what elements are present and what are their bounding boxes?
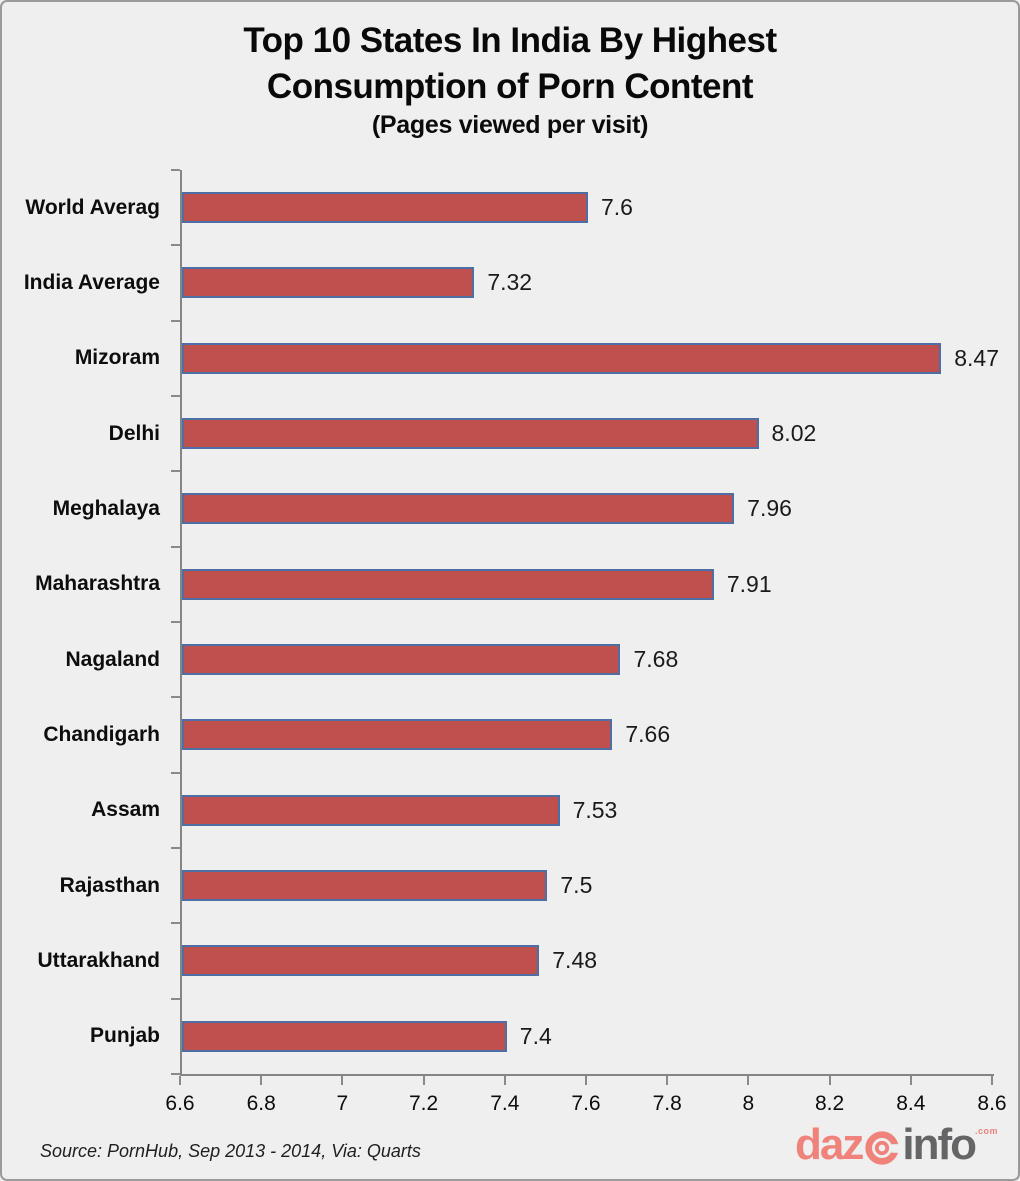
x-axis-tick: [829, 1076, 831, 1085]
bar: [182, 795, 560, 826]
x-axis-tick-label: 6.8: [246, 1092, 276, 1115]
bar-row: [182, 848, 994, 923]
x-axis-tick: [910, 1076, 912, 1085]
bar: [182, 870, 547, 901]
y-axis-tick: [171, 922, 180, 924]
bar-row: [182, 923, 994, 998]
value-label: 7.5: [560, 872, 593, 899]
bar: [182, 644, 620, 675]
bar-row: [182, 999, 994, 1074]
bar: [182, 1021, 507, 1052]
x-axis-tick: [260, 1076, 262, 1085]
value-label: 7.53: [572, 796, 618, 823]
bar-row: [182, 773, 994, 848]
y-axis-tick: [171, 847, 180, 849]
x-axis-tick: [585, 1076, 587, 1085]
x-axis-tick: [666, 1076, 668, 1085]
y-axis-ticks: [171, 170, 180, 1074]
dazeinfo-swirl-e-icon: [863, 1129, 901, 1167]
logo-text-daz: daz: [794, 1120, 863, 1169]
x-axis-tick-label: 7.8: [652, 1092, 682, 1115]
value-label: 7.96: [747, 495, 792, 522]
y-axis-tick: [171, 395, 180, 397]
category-label: Meghalaya: [52, 496, 160, 520]
y-axis-tick: [171, 470, 180, 472]
x-axis-tick-label: 7.4: [490, 1092, 520, 1115]
category-label: Uttarakhand: [37, 948, 160, 972]
y-axis-tick: [171, 1073, 180, 1075]
x-axis-tick-label: 7.2: [408, 1092, 439, 1115]
bar-row: [182, 622, 994, 697]
bar: [182, 569, 714, 600]
x-axis-tick-label: 6.6: [165, 1092, 195, 1115]
source-note: Source: PornHub, Sep 2013 - 2014, Via: Quarts: [40, 1141, 421, 1161]
bar: [182, 192, 588, 223]
x-axis-tick: [423, 1076, 425, 1085]
bar-row: [182, 396, 994, 471]
value-label: 7.6: [601, 194, 633, 221]
bar: [182, 945, 539, 976]
category-label: Assam: [91, 798, 160, 822]
x-axis-tick-label: 7.6: [571, 1092, 601, 1115]
bar-row: [182, 697, 994, 772]
x-axis-tick-label: 8: [742, 1092, 755, 1115]
y-axis-tick: [171, 772, 180, 774]
chart-header: [2, 18, 1018, 140]
bar-row: [182, 170, 994, 245]
plot-area: [180, 170, 999, 1076]
bar-row: [182, 471, 994, 546]
x-axis-tick: [991, 1076, 993, 1085]
bar-row: [182, 321, 999, 396]
chart-subtitle: (Pages viewed per visit): [371, 111, 649, 139]
category-label: Maharashtra: [35, 572, 160, 596]
bar: [182, 493, 734, 524]
value-label: 8.47: [954, 344, 999, 371]
category-label: Delhi: [108, 421, 160, 445]
chart-title-line-1: Top 10 States In India By Highest: [243, 21, 777, 60]
x-axis-tick-label: 8.4: [896, 1092, 926, 1115]
x-axis: [165, 1076, 1007, 1126]
bar: [182, 267, 474, 298]
category-label: Nagaland: [65, 647, 160, 671]
x-axis-tick-label: 7: [336, 1092, 349, 1115]
x-axis-tick: [504, 1076, 506, 1085]
value-label: 7.32: [487, 269, 533, 296]
x-axis-tick: [341, 1076, 343, 1085]
y-axis-tick: [171, 169, 180, 171]
logo-text-info: info: [902, 1120, 975, 1169]
bar-row: [182, 245, 994, 320]
value-label: 7.66: [625, 721, 671, 748]
bar-row: [182, 547, 994, 622]
category-axis-labels: [2, 170, 160, 1074]
category-label: Mizoram: [74, 346, 160, 370]
y-axis-tick: [171, 320, 180, 322]
category-label: Punjab: [89, 1024, 160, 1048]
category-label: Chandigarh: [43, 722, 160, 746]
category-label: India Average: [23, 270, 160, 294]
y-axis-tick: [171, 998, 180, 1000]
x-axis-tick: [747, 1076, 749, 1085]
value-label: 7.68: [633, 646, 679, 673]
chart-title-line-2: Consumption of Porn Content: [266, 66, 754, 106]
y-axis-tick: [171, 244, 180, 246]
value-label: 8.02: [771, 420, 817, 447]
category-label: Rajasthan: [59, 873, 160, 897]
y-axis-tick: [171, 696, 180, 698]
bar: [182, 719, 612, 750]
category-label: World Averag: [25, 195, 160, 219]
y-axis-tick: [171, 621, 180, 623]
value-label: 7.4: [519, 1022, 552, 1049]
bar: [182, 418, 759, 449]
value-label: 7.91: [726, 570, 772, 597]
bar: [182, 343, 941, 374]
dazeinfo-logo: [794, 1120, 998, 1169]
x-axis-tick: [179, 1076, 181, 1085]
y-axis-tick: [171, 546, 180, 548]
logo-text-com: .com: [974, 1126, 998, 1136]
value-label: 7.48: [552, 947, 598, 974]
x-axis-tick-label: 8.6: [977, 1092, 1007, 1115]
x-axis-tick-label: 8.2: [814, 1092, 845, 1115]
